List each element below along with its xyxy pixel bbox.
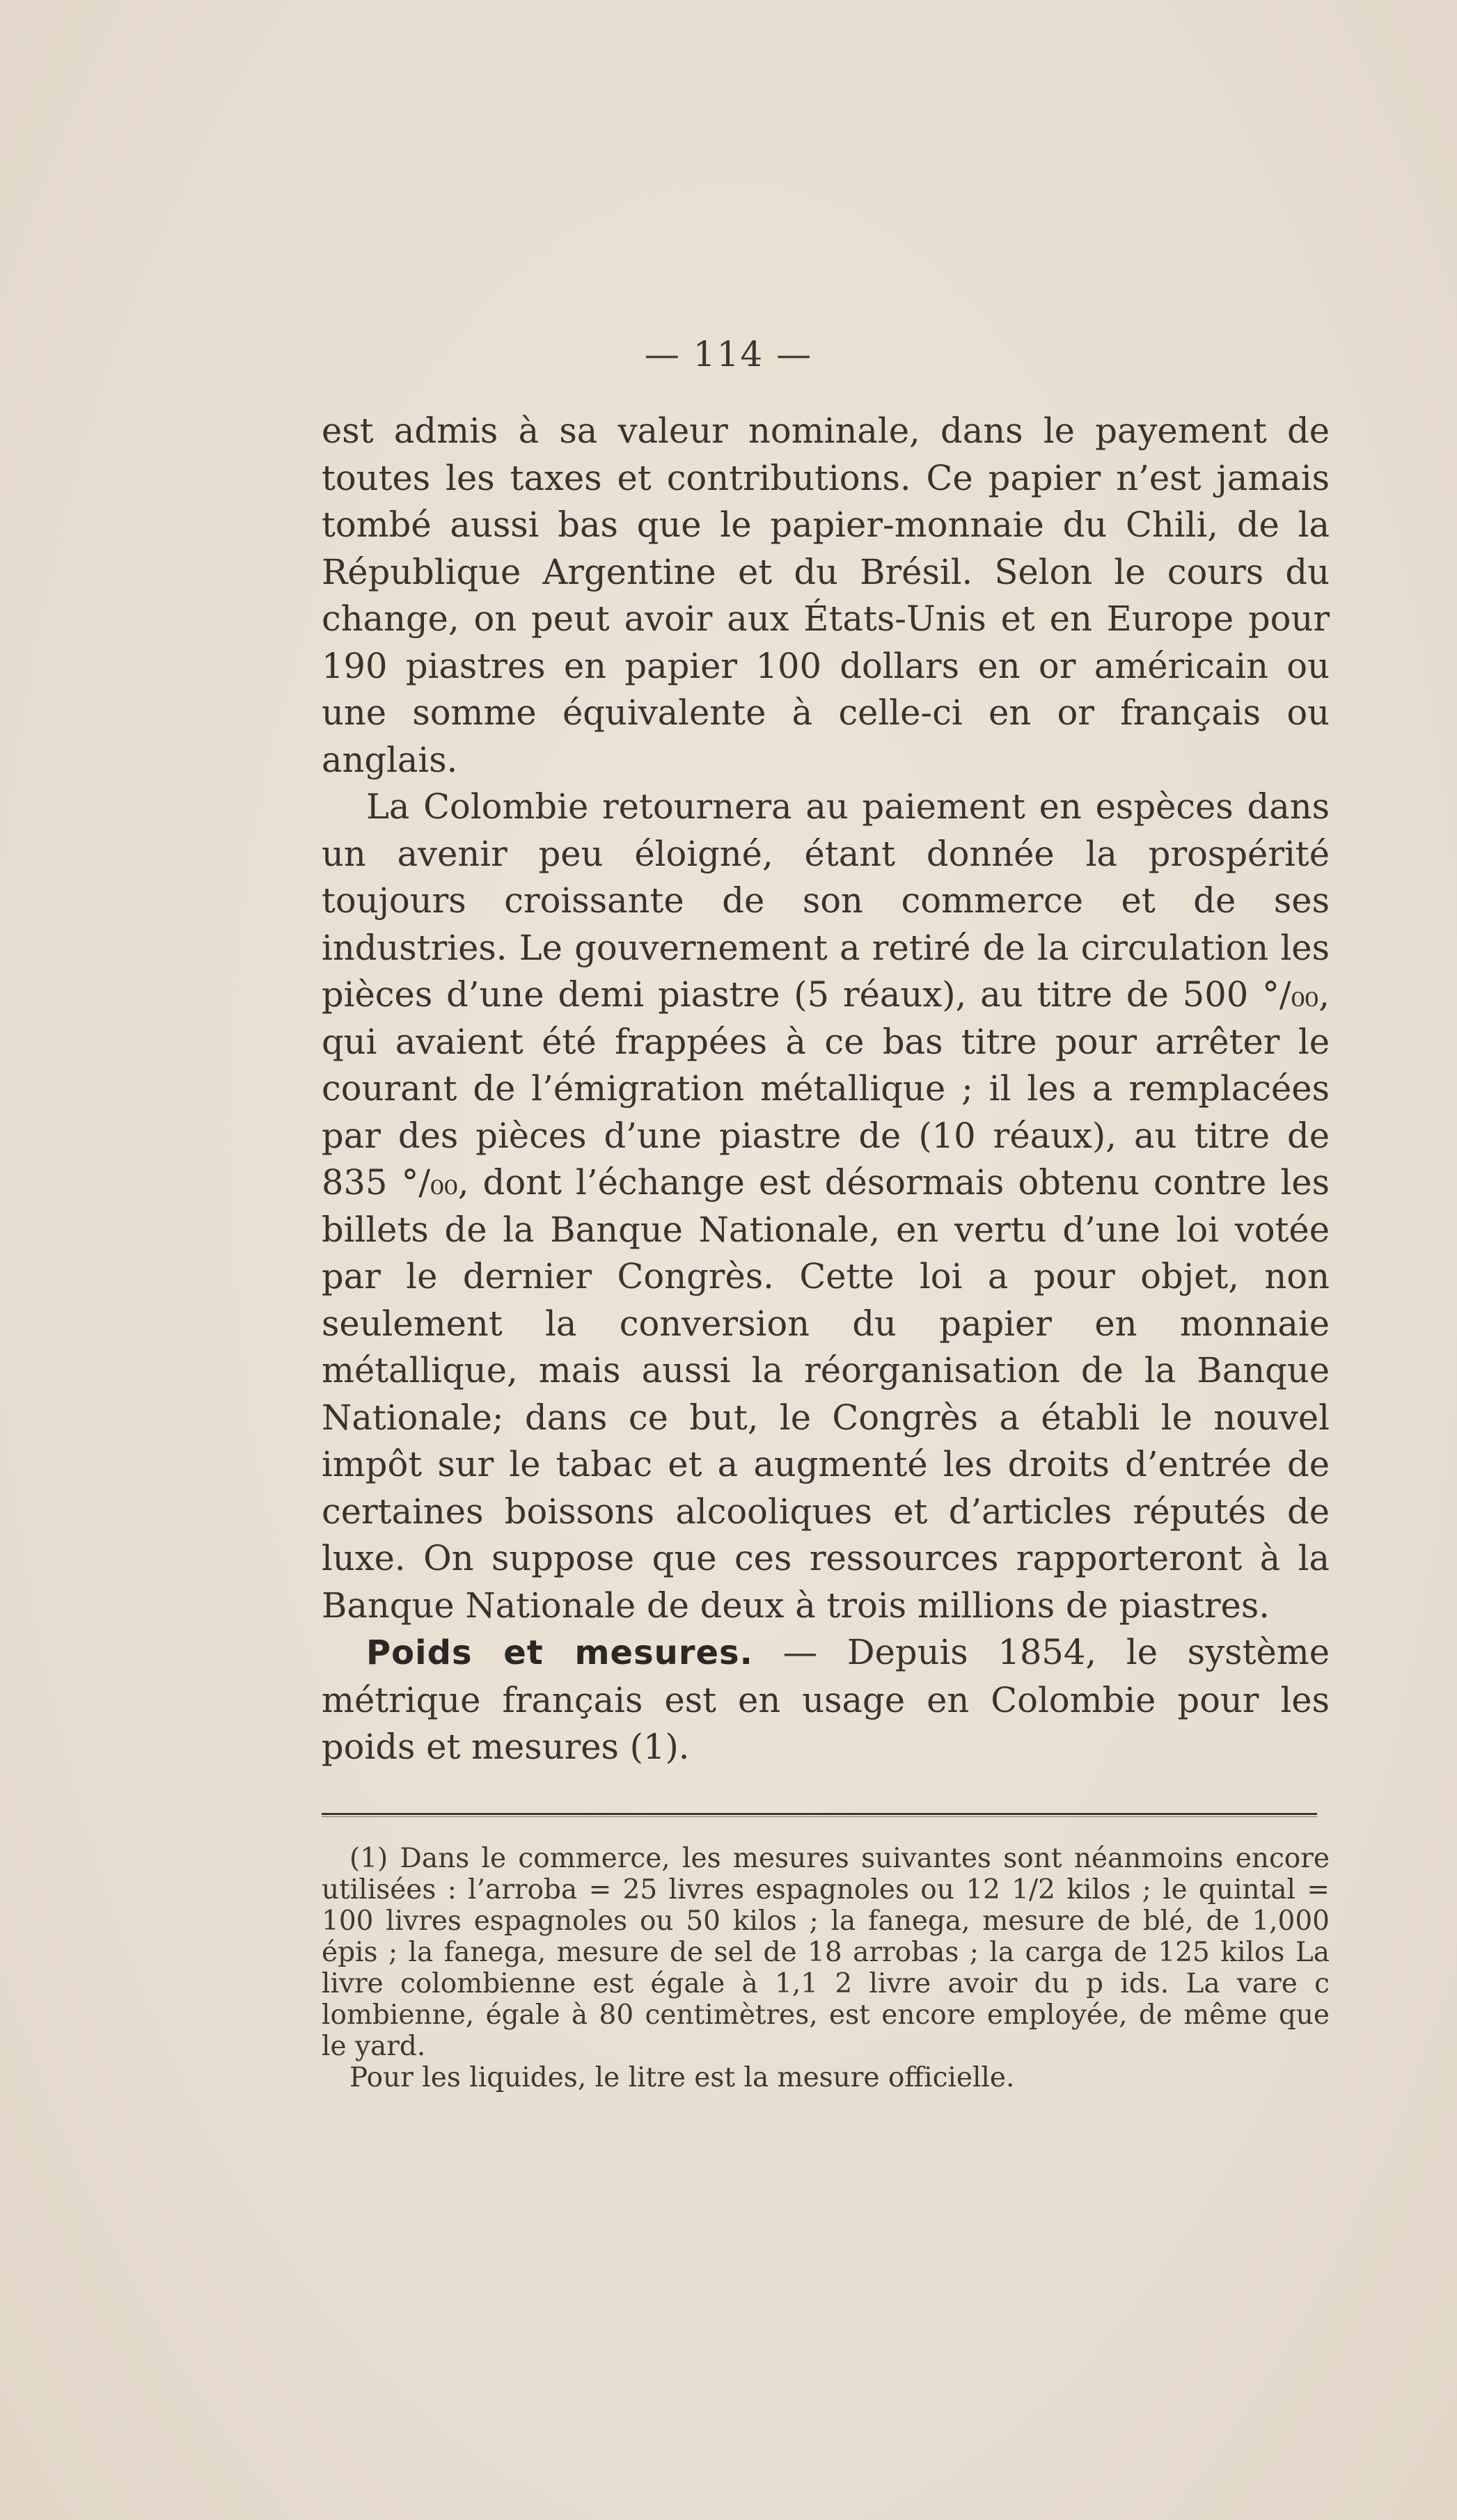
body-text	[322, 408, 1330, 1771]
page-number: — 114 —	[644, 334, 813, 374]
section-heading: Poids et mesures.	[366, 1633, 753, 1672]
paragraph-poids-mesures	[322, 1629, 1330, 1771]
footnotes	[322, 1843, 1330, 2093]
paragraph-continuation: est admis à sa valeur nominale, dans le payement de toutes les taxes et contributions. Ce papier n’est jamais tombé aussi bas que le papier-monnaie du Chili, de la République Argentine et du Brésil. Selon le cours du change, on peut avoir aux États-Unis et en Europe pour 190 piastres en papier 100 dollars en or américain ou une somme équivalente à celle-ci en or français ou anglais.	[322, 411, 1330, 780]
footnote-1-continued: Pour les liquides, le litre est la mesure officielle.	[349, 2062, 1015, 2093]
paragraph-colombie-paiement: La Colombie retournera au paiement en espèces dans un avenir peu éloigné, étant donnée la prospérité toujours croissante de son commerce et de ses industries. Le gouvernement a retiré de la circulation les pièces d’une demi piastre (5 réaux), au titre de 500 °/₀₀, qui avaient été frappées à ce bas titre pour arrêter le courant de l’émigration métallique ; il les a remplacées par des pièces d’une piastre de (10 réaux), au titre de 835 °/₀₀, dont l’échange est désormais obtenu contre les billets de la Banque Nationale, en vertu d’une loi votée par le dernier Congrès. Cette loi a pour objet, non seulement la conversion du papier en monnaie métallique, mais aussi la réorganisation de la Banque Nationale; dans ce but, le Congrès a établi le nouvel impôt sur le tabac et a augmenté les droits d’entrée de certaines boissons alcooliques et d’articles réputés de luxe. On suppose que ces ressources rapporteront à la Banque Nationale de deux à trois millions de piastres.	[322, 786, 1330, 1626]
section-text: — Depuis 1854, le système métrique français est en usage en Colombie pour les poids et mesures (1).	[322, 1632, 1330, 1767]
footnote-separator-rule	[322, 1813, 1317, 1815]
footnote-1: (1) Dans le commerce, les mesures suivantes sont néanmoins encore utilisées : l’arroba = 25 livres espagnoles ou 12 1/2 kilos ; le quintal = 100 livres espagnoles ou 50 kilos ; la fanega, mesure de blé, de 1,000 épis ; la fanega, mesure de sel de 18 arrobas ; la carga de 125 kilos La livre colombienne est égale à 1,1 2 livre avoir du p ids. La vare c lombienne, égale à 80 centimètres, est encore employée, de même que le yard.	[322, 1843, 1330, 2062]
